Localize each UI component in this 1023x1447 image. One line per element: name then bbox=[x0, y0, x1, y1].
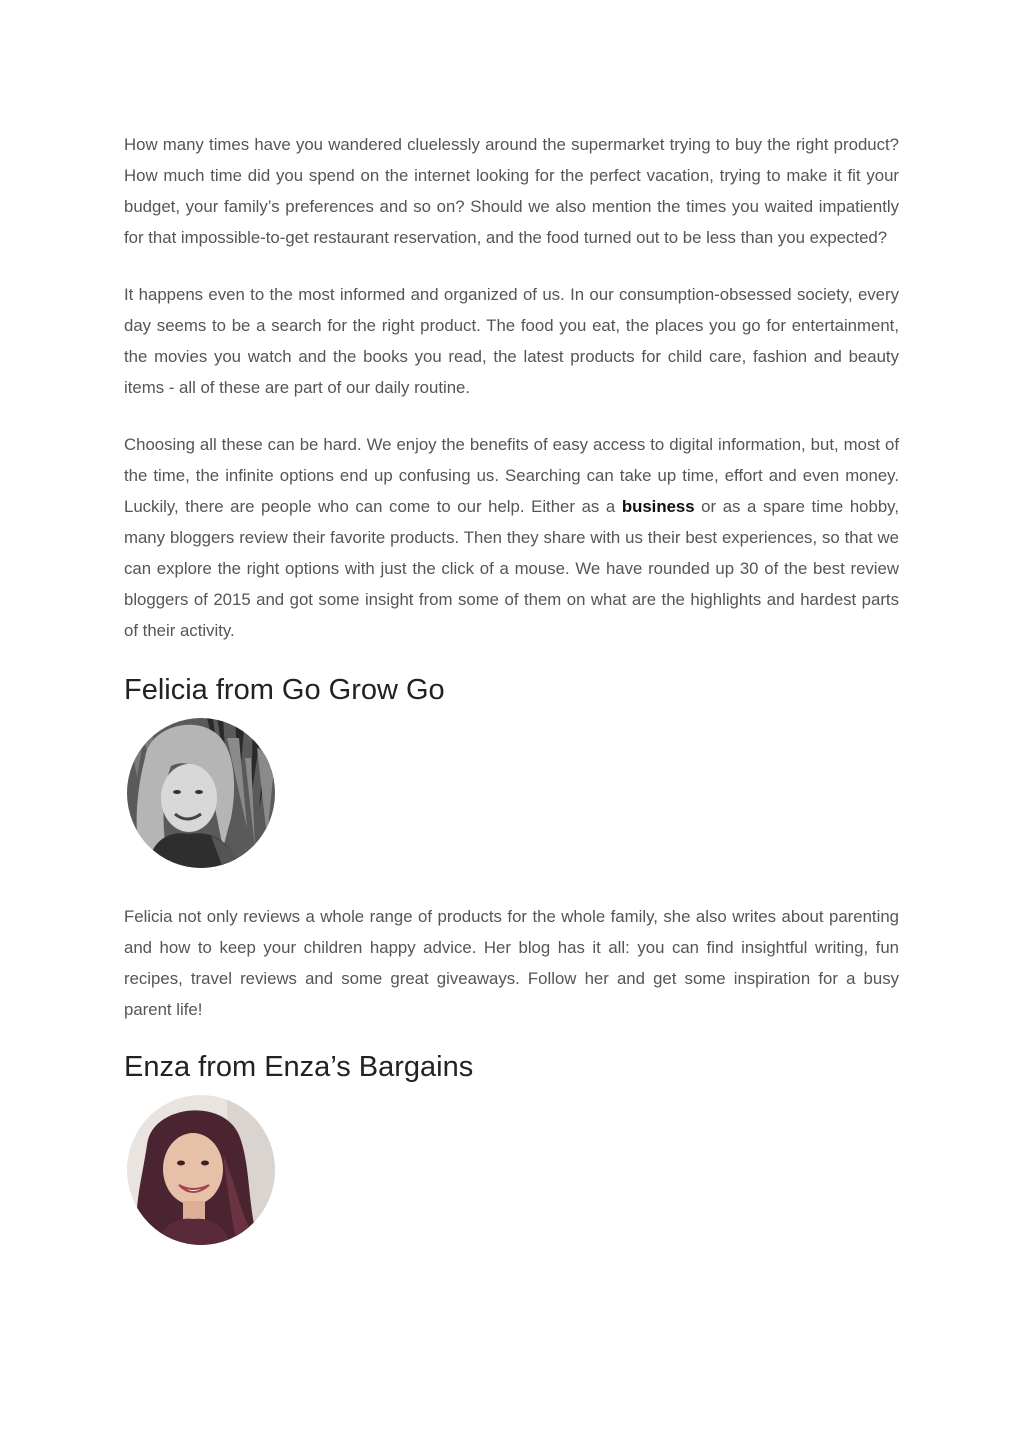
article bbox=[124, 129, 899, 1245]
intro-paragraph-1: How many times have you wandered cluelessly around the supermarket trying to buy the right product? How much time did you spend on the internet looking for the perfect vacation, trying to make it fit your budget, your family’s preferences and so on? Should we also mention the times you waited impatiently for that impossible-to-get restaurant reservation, and the food turned out to be less than you expected? bbox=[124, 135, 899, 247]
enza-heading: Enza from Enza’s Bargains bbox=[124, 1051, 474, 1083]
enza-photo-icon bbox=[127, 1095, 275, 1245]
enza-avatar bbox=[127, 1095, 275, 1245]
intro-paragraph-3 bbox=[124, 429, 899, 646]
business-link[interactable]: business bbox=[621, 497, 695, 516]
felicia-description: Felicia not only reviews a whole range of products for the whole family, she also writes about parenting and how to keep your children happy advice. Her blog has it all: you can find insightful writing, fun recipes, travel reviews and some great giveaways. Follow her and get some inspiration for a busy parent life! bbox=[124, 907, 899, 1019]
intro-paragraph-3-start: Choosing all these can be hard. We enjoy the benefits of easy access to digital information, but, most of the time, the infinite options end up confusing us. Searching can take up time, effort and even money. Luckily, there are people who can come to our help. Either as a bbox=[124, 435, 899, 516]
intro-paragraph-2: It happens even to the most informed and organized of us. In our consumption-obsessed society, every day seems to be a search for the right product. The food you eat, the places you go for entertainment, the movies you watch and the books you read, the latest products for child care, fashion and beauty items - all of these are part of our daily routine. bbox=[124, 285, 899, 397]
felicia-heading: Felicia from Go Grow Go bbox=[124, 674, 445, 706]
intro-paragraph-3-end: or as a spare time hobby, many bloggers review their favorite products. Then they share with us their best experiences, so that we can explore the right options with just the click of a mouse. We have rounded up 30 of the best review bloggers of 2015 and got some insight from some of them on what are the highlights and hardest parts of their activity. bbox=[124, 497, 899, 640]
felicia-photo-icon bbox=[127, 718, 275, 868]
felicia-avatar bbox=[127, 718, 275, 868]
